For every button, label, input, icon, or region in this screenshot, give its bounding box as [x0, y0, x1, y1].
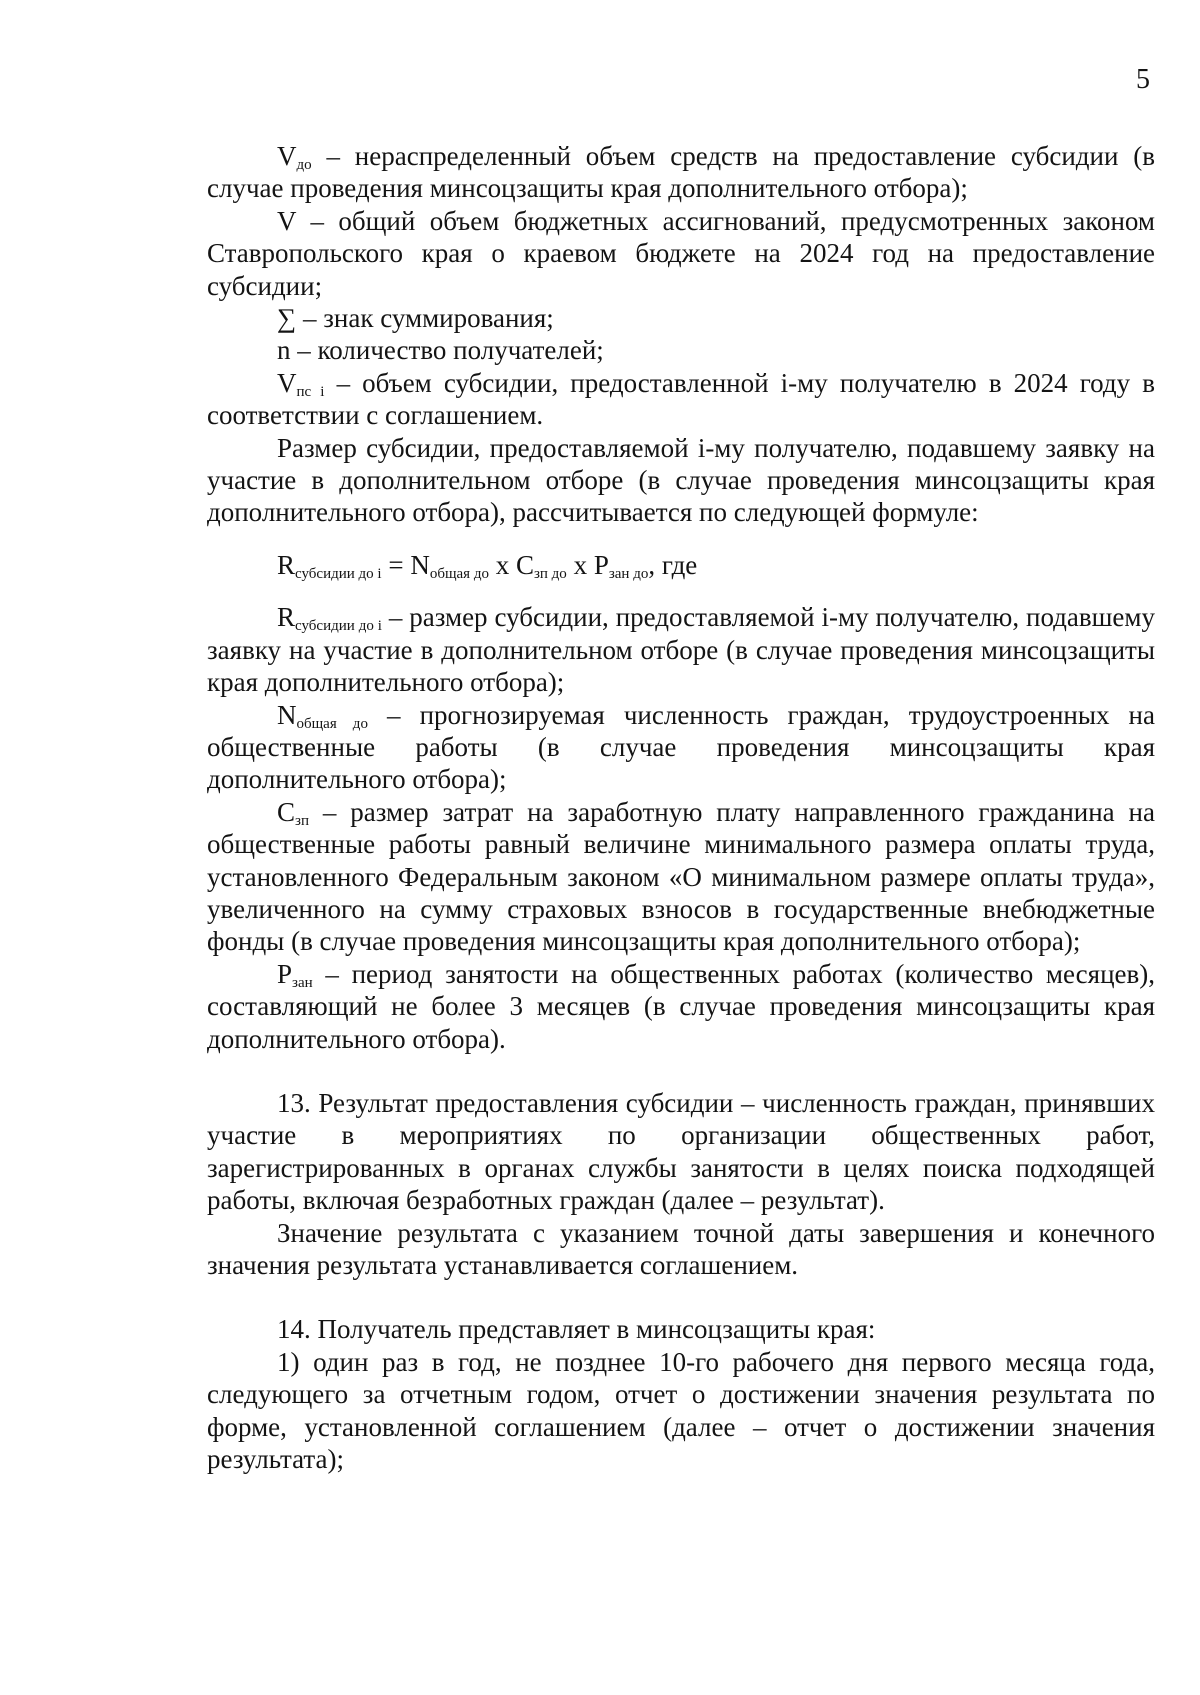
- section-13-value: Значение результата с указанием точной даты завершения и конечного значения результата устанавливается соглашением.: [207, 1217, 1155, 1280]
- section-13-result: 13. Результат предоставления субсидии – численность граждан, принявших участие в мероприятиях по организации общественных работ, зарегистрированных в органах службы занятости в целях поиска подходящей работы, включая безработных граждан (далее – результат).: [207, 1087, 1155, 1216]
- definition-p-zan: $P_{зан}$ – период занятости на общественных работах (количество месяцев), составляющий не более 3 месяцев (в случае проведения минсоцзащиты края дополнительного отбора).: [207, 958, 1155, 1054]
- definition-n: n – количество получателей;: [277, 335, 604, 366]
- page-number: 5: [1136, 64, 1150, 95]
- formula: $R_{субсидии до i} = N_{общая до}$ x $С_{зп до}$ x $P_{зан до}$, где: [277, 549, 698, 582]
- definition-v-total: V – общий объем бюджетных ассигнований, предусмотренных законом Ставропольского края о краевом бюджете на 2024 год на предоставление субсидии;: [207, 205, 1155, 301]
- document-body: [207, 140, 1155, 1475]
- definition-v-ps: $V_{пс i}$ – объем субсидии, предоставленной i-му получателю в 2024 году в соответствии с соглашением.: [207, 367, 1155, 431]
- definition-r: $R_{субсидии до i}$ – размер субсидии, предоставляемой i-му получателю, подавшему заявку на участие в дополнительном отборе (в случае проведения минсоцзащиты края дополнительного отбора);: [207, 602, 1155, 698]
- definition-c-zp: $С_{зп}$ – размер затрат на заработную плату направленного гражданина на общественные работы равный величине минимального размера оплаты труда, установленного Федеральным законом «О минимальном размере оплаты труда», увеличенного на сумму страховых взносов в государственные внебюджетные фонды (в случае проведения минсоцзащиты края дополнительного отбора);: [207, 796, 1155, 957]
- definition-v-do: $V_{до}$ – нераспределенный объем средств на предоставление субсидии (в случае проведения минсоцзащиты края дополнительного отбора);: [207, 141, 1155, 204]
- formula-intro: Размер субсидии, предоставляемой i-му получателю, подавшему заявку на участие в дополнительном отборе (в случае проведения минсоцзащиты края дополнительного отбора), рассчитывается по следующей формуле:: [207, 432, 1155, 528]
- definition-sum: ∑ – знак суммирования;: [277, 303, 554, 334]
- section-14-heading: 14. Получатель представляет в минсоцзащиты края:: [277, 1314, 876, 1345]
- spacer: [207, 1281, 1155, 1313]
- definition-n-obshaya: $N_{общая до}$ – прогнозируемая численность граждан, трудоустроенных на общественные работы (в случае проведения минсоцзащиты края дополнительного отбора);: [207, 699, 1155, 795]
- section-14-item-1: 1) один раз в год, не позднее 10-го рабочего дня первого месяца года, следующего за отчетным годом, отчет о достижении значения результата по форме, установленной соглашением (далее – отчет о достижении значения результата);: [207, 1346, 1155, 1475]
- spacer: [207, 1055, 1155, 1087]
